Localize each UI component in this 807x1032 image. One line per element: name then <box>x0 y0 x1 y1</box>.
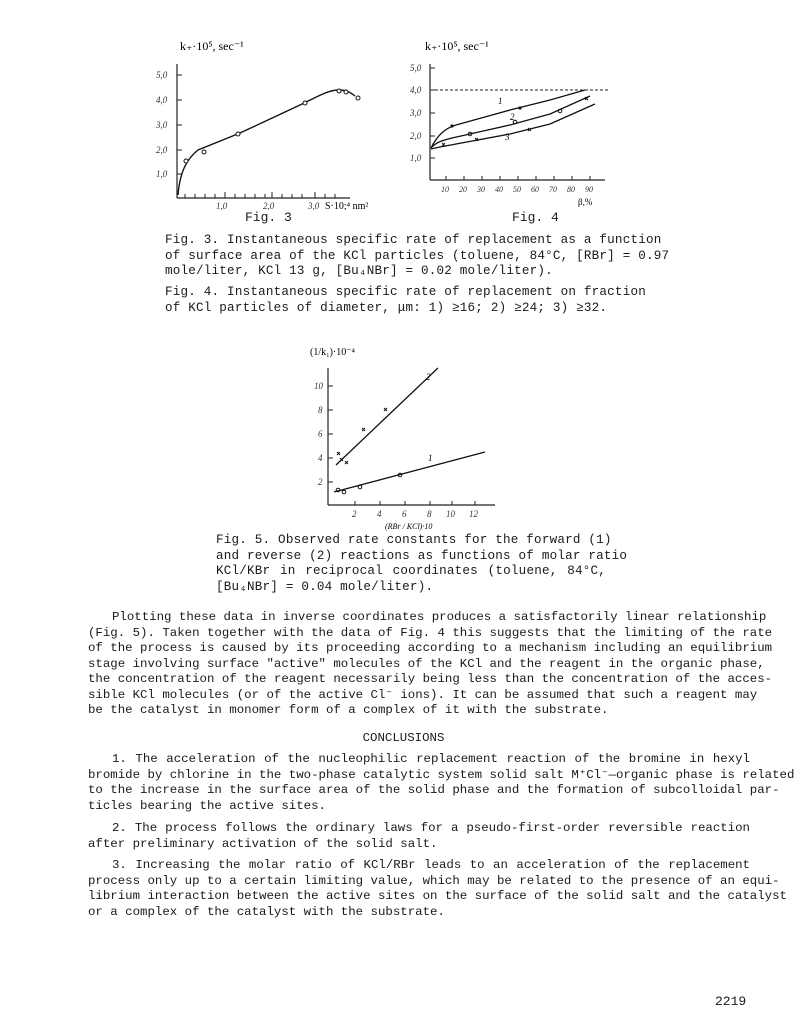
conclusion-3 <box>88 858 787 920</box>
body-paragraph <box>88 610 773 719</box>
text-line: bromide by chlorine in the two-phase catalytic system solid salt M⁺Cl⁻—organic phase is related <box>88 767 795 782</box>
fig3-curve <box>178 90 355 195</box>
text-line: 1. The acceleration of the nucleophilic replacement reaction of the bromine in hexyl <box>112 752 750 766</box>
fig3-ytick: 4,0 <box>156 95 168 105</box>
fig4-xtick: 40 <box>495 185 503 194</box>
fig5-caption <box>216 533 628 595</box>
fig4-ytick: 1,0 <box>410 153 422 163</box>
fig3-label: Fig. 3 <box>245 210 292 225</box>
fig5-plot <box>300 340 510 535</box>
text-line: process only up to a certain limiting value, which may be related to the presence of an equi- <box>88 873 780 888</box>
caption-line: of KCl particles of diameter, μm: 1) ≥16; 2) ≥24; 3) ≥32. <box>165 300 608 315</box>
fig5-xtick: 10 <box>446 509 455 519</box>
text-line: (Fig. 5). Taken together with the data of Fig. 4 this suggests that the limiting of the rate <box>88 625 773 640</box>
caption-line: and reverse (2) reactions as functions of molar ratio <box>216 548 628 563</box>
fig3-xaxis-label: S·10;⁴ nm² <box>325 201 369 210</box>
fig5-xtick: 4 <box>377 509 382 519</box>
fig3-xtick: 2,0 <box>263 201 275 210</box>
fig3-point <box>303 101 307 105</box>
text-line: sible KCl molecules (or of the active Cl⁻ ions). It can be assumed that such a reagent may <box>88 687 758 702</box>
fig3-point <box>236 132 240 136</box>
fig5-ytick: 8 <box>318 405 323 415</box>
fig4-label: Fig. 4 <box>512 210 559 225</box>
fig4-ytick: 4,0 <box>410 85 422 95</box>
fig5-ylabel: (1/k₁)·10⁻⁴ <box>310 347 356 358</box>
text-line: librium interaction between the active sites on the surface of the solid salt and the catalyst <box>88 889 787 903</box>
fig3-point <box>184 159 188 163</box>
text-line: after preliminary activation of the solid salt. <box>88 836 438 851</box>
fig5-ytick: 6 <box>318 429 323 439</box>
fig5-curve-label: 1 <box>428 453 433 463</box>
fig3-ytick: 2,0 <box>156 145 168 155</box>
fig3-ytick: 1,0 <box>156 169 168 179</box>
fig5-ytick: 10 <box>314 381 323 391</box>
fig3-point <box>202 150 206 154</box>
fig3-ytick: 5,0 <box>156 70 168 80</box>
fig4-xtick: 90 <box>585 185 593 194</box>
fig3-ytick: 3,0 <box>156 120 168 130</box>
fig5-ytick: 2 <box>318 477 323 487</box>
fig4-ytick: 5,0 <box>410 63 422 73</box>
fig5-xtick: 2 <box>352 509 357 519</box>
fig4-curve-label: 2 <box>510 112 515 122</box>
fig5-curve-label: 2 <box>426 372 431 382</box>
text-line: of the process is caused by its proceeding according to a mechanism including an equilibrium <box>88 641 773 655</box>
text-line: 2. The process follows the ordinary laws for a pseudo-first-order reversible reaction <box>112 821 750 835</box>
caption-line: Fig. 4. Instantaneous specific rate of replacement on fraction <box>165 285 646 299</box>
fig3-point <box>337 89 341 93</box>
conclusions-heading: CONCLUSIONS <box>362 731 445 745</box>
fig4-ylabel: k₊·10⁵, sec⁻¹ <box>425 39 489 53</box>
fig4-xtick: 50 <box>513 185 521 194</box>
fig4-xtick: 30 <box>477 185 485 194</box>
fig3-point <box>344 90 348 94</box>
fig5-ytick: 4 <box>318 453 323 463</box>
conclusion-2 <box>88 821 750 852</box>
fig3-ylabel: k₊·10⁵, sec⁻¹ <box>180 39 244 53</box>
fig4-curve-3 <box>431 104 595 149</box>
text-line: be the catalyst in monomer form of a complex of it with the substrate. <box>88 703 609 717</box>
fig4-xaxis-label: β,% <box>578 197 593 207</box>
fig4-ytick: 3,0 <box>410 108 422 118</box>
text-line: or a complex of the catalyst with the substrate. <box>88 904 445 919</box>
fig4-plot <box>400 30 640 210</box>
caption-line: KCl/KBr in reciprocal coordinates (toluene, 84°C, <box>216 564 606 579</box>
fig3-xtick: 1,0 <box>216 201 228 210</box>
fig4-xtick: 10 <box>441 185 449 194</box>
fig3-plot <box>150 30 380 210</box>
fig4-xtick: 20 <box>459 185 467 194</box>
fig5-xtick: 6 <box>402 509 407 519</box>
fig4-curve-2 <box>431 96 590 148</box>
text-line: to the increase in the surface area of the solid phase and the formation of subcolloidal par- <box>88 783 780 797</box>
caption-line: mole/liter, KCl 13 g, [Bu₄NBr] = 0.02 mole/liter). <box>165 264 553 279</box>
caption-line: [Bu₄NBr] = 0.04 mole/liter). <box>216 579 434 594</box>
fig5-xtick: 8 <box>427 509 432 519</box>
text-line: stage involving surface "active" molecules of the KCl and the reagent in the organic phase, <box>88 656 765 671</box>
fig5-xtick: 12 <box>469 509 478 519</box>
caption-line: Fig. 5. Observed rate constants for the forward (1) <box>216 533 612 547</box>
fig4-xtick: 80 <box>567 185 575 194</box>
page-number: 2219 <box>715 994 747 1009</box>
fig5-xaxis-label: (RBr / KCl)·10 <box>385 522 433 531</box>
fig3-xtick: 3,0 <box>308 201 320 210</box>
fig3-point <box>356 96 360 100</box>
fig4-xtick: 70 <box>549 185 557 194</box>
caption-line: of surface area of the KCl particles (toluene, 84°C, [RBr] = 0.97 <box>165 248 670 263</box>
caption-line: Fig. 3. Instantaneous specific rate of replacement as a function <box>165 233 662 247</box>
fig3-caption <box>165 233 670 280</box>
text-line: ticles bearing the active sites. <box>88 798 326 813</box>
fig4-xtick: 60 <box>531 185 539 194</box>
fig4-ytick: 2,0 <box>410 131 422 141</box>
fig5-line-2 <box>336 368 438 465</box>
fig4-curve-label: 3 <box>505 132 510 142</box>
conclusion-1 <box>88 752 795 814</box>
text-line: Plotting these data in inverse coordinates produces a satisfactorily linear relationship <box>112 610 767 624</box>
fig4-caption <box>165 285 645 316</box>
fig5-line-1 <box>334 452 485 492</box>
text-line: the concentration of the reagent necessarily being less than the concentration of the acces- <box>88 672 773 686</box>
fig4-curve-label: 1 <box>498 96 503 106</box>
text-line: 3. Increasing the molar ratio of KCl/RBr leads to an acceleration of the replacement <box>112 858 750 872</box>
